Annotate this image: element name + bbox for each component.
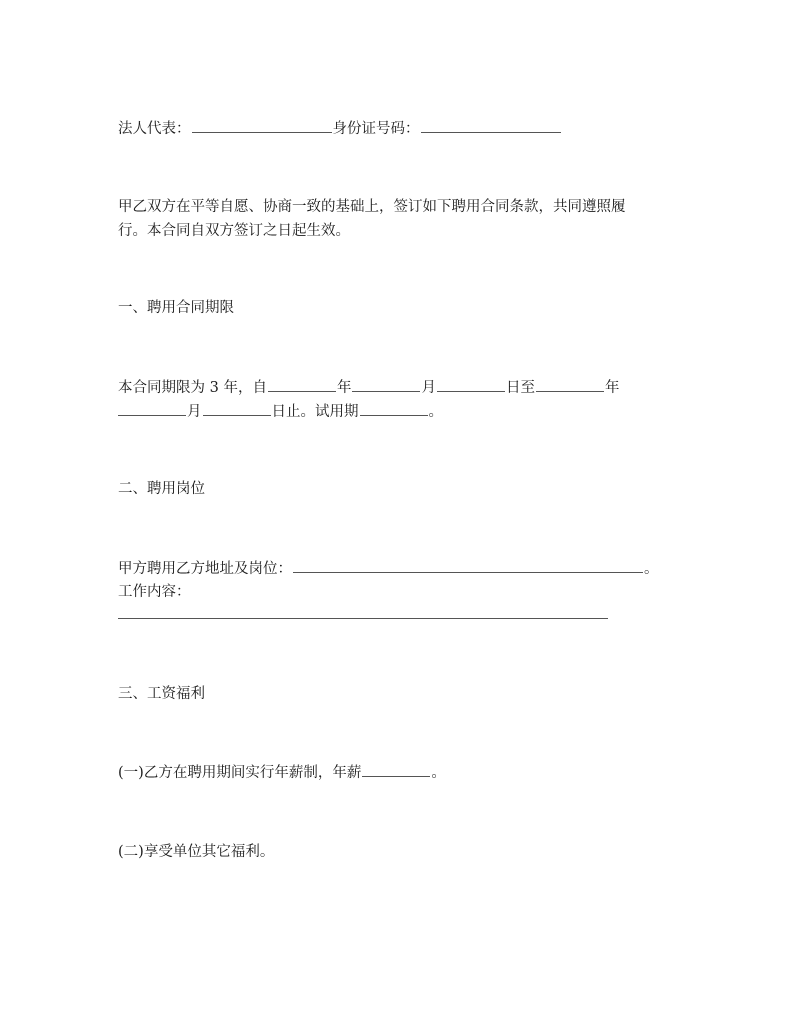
trial-period-blank [360, 401, 428, 416]
section-heading-term: 一、聘用合同期限 [118, 300, 234, 316]
work-content-line [118, 604, 609, 625]
end-year-blank [536, 377, 604, 392]
salary-item-2: (二)享受单位其它福利。 [118, 844, 275, 860]
term-line-1 [118, 377, 619, 398]
start-month-blank [352, 377, 420, 392]
position-blank [293, 558, 643, 573]
section-heading-position: 二、聘用岗位 [118, 481, 205, 497]
position-line [118, 558, 659, 579]
year-label-2: 年 [604, 380, 620, 396]
legal-rep-line [118, 118, 562, 139]
salary-item-1 [118, 762, 446, 783]
year-label: 年 [336, 380, 352, 396]
work-content-blank [118, 604, 608, 619]
salary-label: (一)乙方在聘用期间实行年薪制，年薪 [118, 765, 362, 781]
term-intro-text: 本合同期限为 3 年，自 [118, 380, 267, 396]
day-to-label: 日至 [505, 380, 535, 396]
section-heading-salary: 三、工资福利 [118, 686, 205, 702]
end-day-blank [203, 401, 271, 416]
work-content-label: 工作内容： [118, 584, 191, 600]
salary-blank [362, 762, 430, 777]
term-line-2 [118, 401, 443, 422]
month-label: 月 [421, 380, 436, 396]
end-month-blank [118, 401, 186, 416]
salary-end: 。 [431, 765, 446, 781]
intro-line-2: 行。本合同自双方签订之日起生效。 [118, 223, 350, 239]
legal-rep-label: 法人代表： [118, 121, 191, 137]
intro-line-1: 甲乙双方在平等自愿、协商一致的基础上，签订如下聘用合同条款，共同遵照履 [118, 199, 626, 215]
legal-rep-blank [192, 118, 332, 133]
position-end: 。 [644, 561, 659, 577]
start-year-blank [268, 377, 336, 392]
position-label: 甲方聘用乙方地址及岗位： [118, 561, 292, 577]
trial-period-end: 。 [428, 404, 443, 420]
end-trial-label: 日止。试用期 [271, 404, 359, 420]
month-label-2: 月 [187, 404, 202, 420]
start-day-blank [437, 377, 505, 392]
id-number-blank [421, 118, 561, 133]
id-number-label: 身份证号码： [332, 121, 420, 137]
